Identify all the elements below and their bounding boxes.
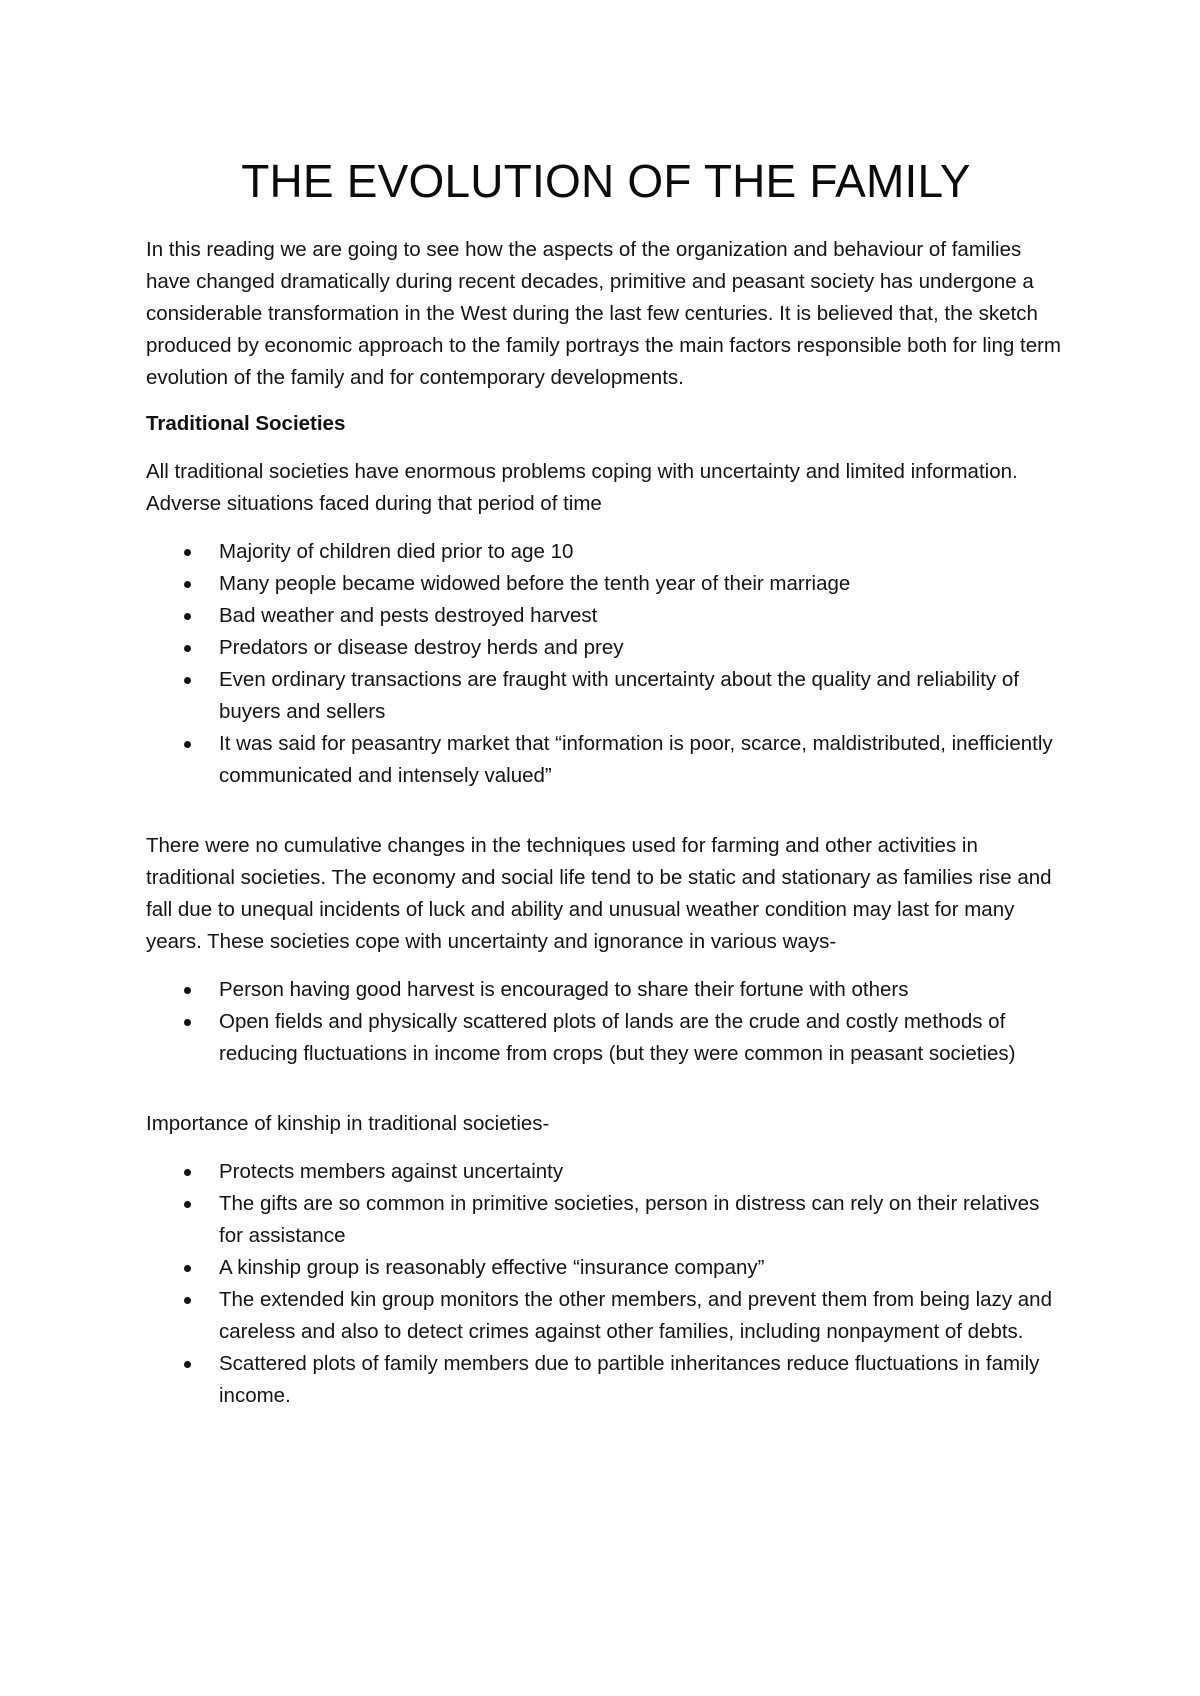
bullet-icon <box>184 677 191 684</box>
list-item-text: The extended kin group monitors the other members, and prevent them from being lazy and careless and also to detect crimes against other families, including nonpayment of debts. <box>219 1288 1052 1343</box>
list-item-text: A kinship group is reasonably effective “insurance company” <box>219 1256 765 1279</box>
bullet-icon <box>184 1201 191 1208</box>
document-body <box>146 150 1066 1412</box>
coping-ways-list <box>146 974 1066 1070</box>
list-item-text: Predators or disease destroy herds and prey <box>219 636 624 659</box>
list-item <box>146 664 1066 728</box>
list-item <box>146 568 1066 600</box>
section-heading: Traditional Societies <box>146 412 346 435</box>
bullet-icon <box>184 1361 191 1368</box>
bullet-icon <box>184 1265 191 1272</box>
list-item <box>146 1252 1066 1284</box>
section-intro-paragraph: All traditional societies have enormous problems coping with uncertainty and limited information. Adverse situations faced during that period of time <box>146 460 1018 515</box>
list-item-text: Even ordinary transactions are fraught with uncertainty about the quality and reliability of buyers and sellers <box>219 668 1019 723</box>
adverse-situations-list <box>146 536 1066 792</box>
intro-paragraph: In this reading we are going to see how the aspects of the organization and behaviour of families have changed dramatically during recent decades, primitive and peasant society has undergone a considerable transformation in the West during the last few centuries. It is believed that, the sketch produced by economic approach to the family portrays the main factors responsible both for ling term evolution of the family and for contemporary developments. <box>146 238 1061 389</box>
bullet-icon <box>184 549 191 556</box>
bullet-icon <box>184 613 191 620</box>
bullet-icon <box>184 645 191 652</box>
cumulative-changes-paragraph: There were no cumulative changes in the techniques used for farming and other activities in traditional societies. The economy and social life tend to be static and stationary as families rise and fall due to unequal incidents of luck and ability and unusual weather condition may last for many years. These societies cope with uncertainty and ignorance in various ways- <box>146 834 1052 953</box>
bullet-icon <box>184 1169 191 1176</box>
list-item <box>146 536 1066 568</box>
spacer <box>146 792 1066 830</box>
list-item <box>146 728 1066 792</box>
list-item <box>146 1156 1066 1188</box>
bullet-icon <box>184 987 191 994</box>
list-item-text: Open fields and physically scattered plots of lands are the crude and costly methods of reducing fluctuations in income from crops (but they were common in peasant societies) <box>219 1010 1016 1065</box>
list-item <box>146 1348 1066 1412</box>
spacer <box>146 1070 1066 1108</box>
bullet-icon <box>184 1019 191 1026</box>
list-item-text: The gifts are so common in primitive societies, person in distress can rely on their relatives for assistance <box>219 1192 1040 1247</box>
bullet-icon <box>184 581 191 588</box>
list-item <box>146 632 1066 664</box>
kinship-intro-paragraph: Importance of kinship in traditional societies- <box>146 1112 550 1135</box>
list-item <box>146 974 1066 1006</box>
list-item-text: Person having good harvest is encouraged to share their fortune with others <box>219 978 909 1001</box>
list-item-text: Protects members against uncertainty <box>219 1160 564 1183</box>
list-item <box>146 1188 1066 1252</box>
bullet-icon <box>184 1297 191 1304</box>
list-item-text: It was said for peasantry market that “information is poor, scarce, maldistributed, inefficiently communicated and intensely valued” <box>219 732 1053 787</box>
list-item-text: Many people became widowed before the tenth year of their marriage <box>219 572 851 595</box>
list-item-text: Scattered plots of family members due to partible inheritances reduce fluctuations in family income. <box>219 1352 1040 1407</box>
list-item <box>146 1006 1066 1070</box>
list-item-text: Bad weather and pests destroyed harvest <box>219 604 598 627</box>
list-item-text: Majority of children died prior to age 10 <box>219 540 574 563</box>
bullet-icon <box>184 741 191 748</box>
list-item <box>146 600 1066 632</box>
list-item <box>146 1284 1066 1348</box>
kinship-importance-list <box>146 1156 1066 1412</box>
page-title: THE EVOLUTION OF THE FAMILY <box>241 155 971 207</box>
